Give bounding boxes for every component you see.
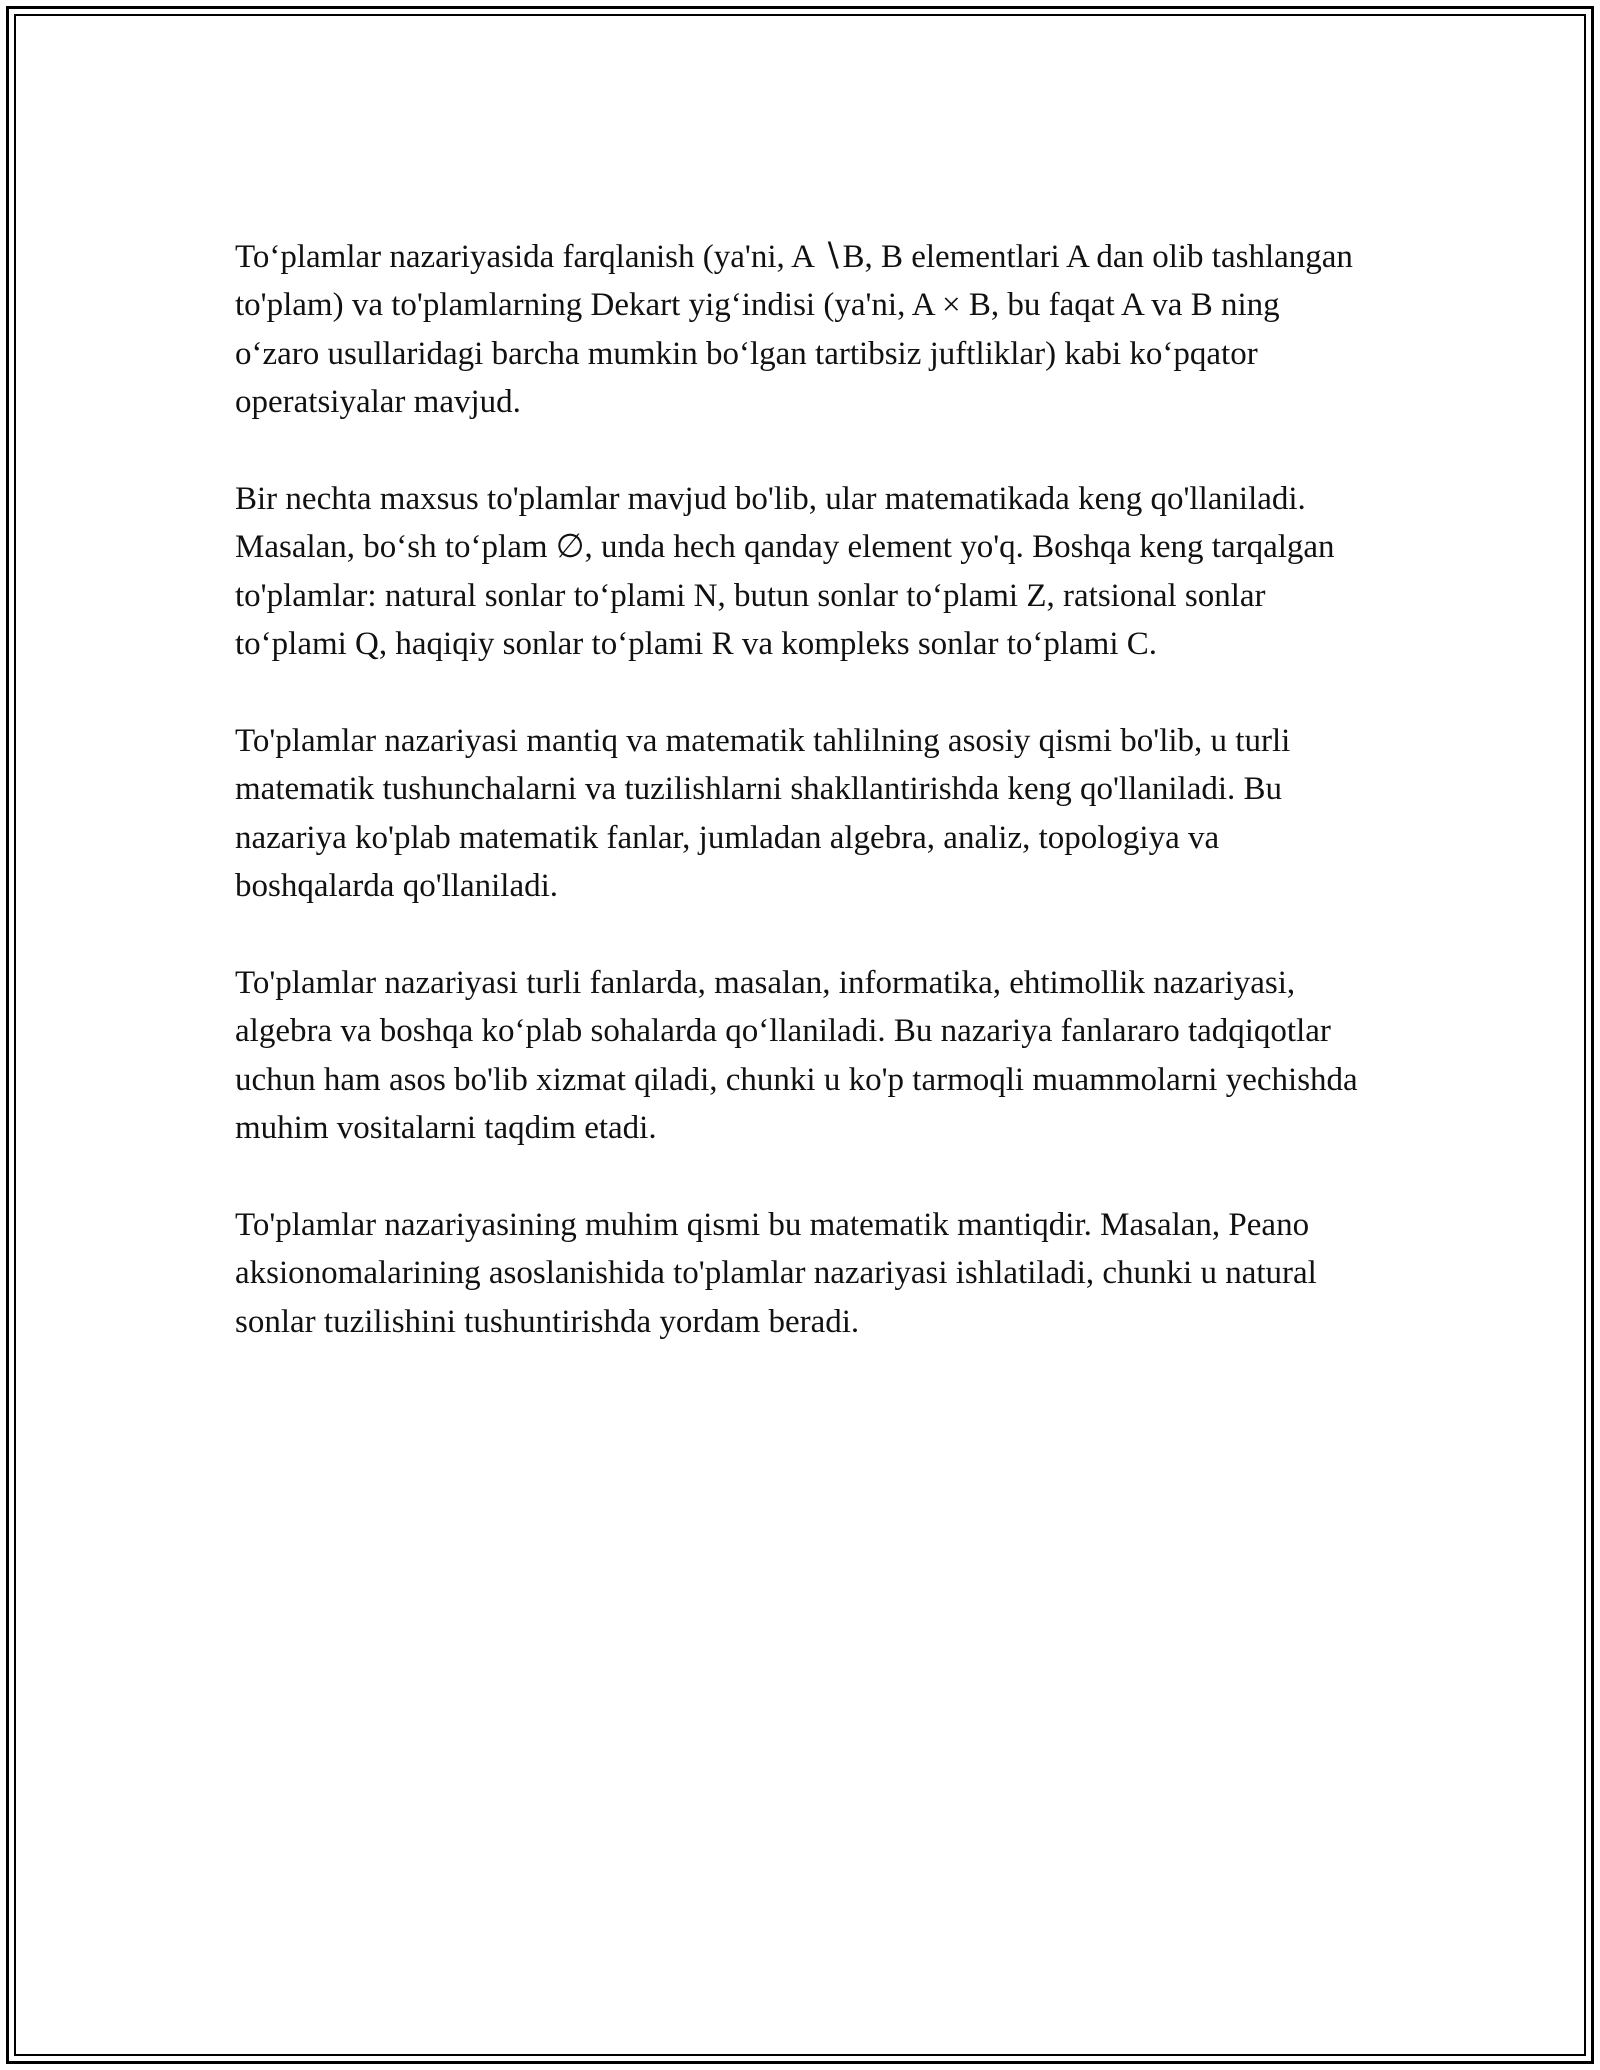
document-body [235,233,1365,1346]
paragraph-logic-analysis: To'plamlar nazariyasi mantiq va matematik tahlilning asosiy qismi bo'lib, u turli matematik tushunchalarni va tuzilishlarni shakllantirishda keng qo'llaniladi. Bu nazariya ko'plab matematik fanlar, jumladan algebra, analiz, topologiya va boshqalarda qo'llaniladi. [235,723,1291,905]
paragraph-special-sets: Bir nechta maxsus to'plamlar mavjud bo'lib, ular matematikada keng qo'llaniladi. Masalan, bo‘sh to‘plam ∅, unda hech qanday element yo'q. Boshqa keng tarqalgan to'plamlar: natural sonlar to‘plami N, butun sonlar to‘plami Z, ratsional sonlar to‘plami Q, haqiqiy sonlar to‘plami R va kompleks sonlar to‘plami C. [235,481,1335,663]
paragraph-applications: To'plamlar nazariyasi turli fanlarda, masalan, informatika, ehtimollik nazariyasi, algebra va boshqa ko‘plab sohalarda qo‘llaniladi. Bu nazariya fanlararo tadqiqotlar uchun ham asos bo'lib xizmat qiladi, chunki u ko'p tarmoqli muammolarni yechishda muhim vositalarni taqdim etadi. [235,965,1358,1147]
paragraph-mathematical-logic: To'plamlar nazariyasining muhim qismi bu matematik mantiqdir. Masalan, Peano aksionomalarining asoslanishida to'plamlar nazariyasi ishlatiladi, chunki u natural sonlar tuzilishini tushuntirishda yordam beradi. [235,1207,1317,1340]
paragraph-set-operations: To‘plamlar nazariyasida farqlanish (ya'ni, A ∖B, B elementlari A dan olib tashlangan to'plam) va to'plamlarning Dekart yig‘indisi (ya'ni, A × B, bu faqat A va B ning o‘zaro usullaridagi barcha mumkin bo‘lgan tartibsiz juftliklar) kabi ko‘pqator operatsiyalar mavjud. [235,239,1353,421]
